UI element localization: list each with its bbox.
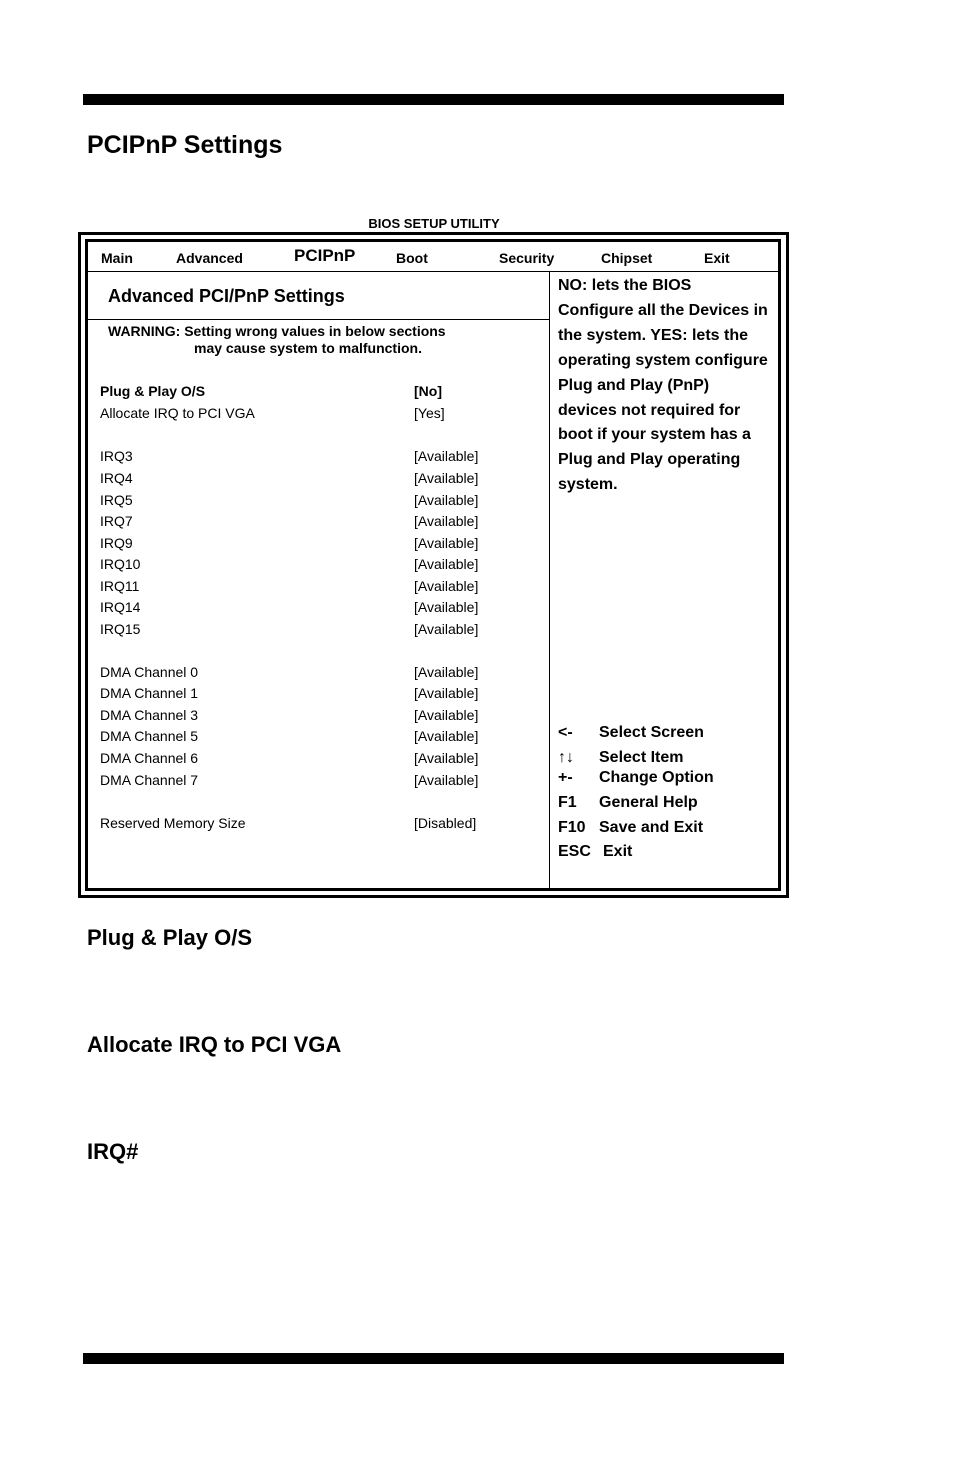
- bios-menu-bar: [88, 242, 778, 272]
- setting-value[interactable]: [Available]: [414, 728, 479, 744]
- setting-label: IRQ10: [100, 556, 141, 572]
- menu-exit[interactable]: Exit: [704, 250, 730, 266]
- setting-value[interactable]: [Available]: [414, 772, 479, 788]
- key-action: General Help: [599, 794, 698, 811]
- setting-value[interactable]: [Available]: [414, 448, 479, 464]
- key-label: ↑↓: [558, 749, 574, 766]
- key-action: Select Item: [599, 749, 684, 766]
- setting-dma-channel-0[interactable]: [100, 664, 540, 684]
- setting-label: DMA Channel 6: [100, 750, 199, 766]
- setting-irq3[interactable]: [100, 448, 540, 468]
- setting-value[interactable]: [Available]: [414, 492, 479, 508]
- setting-dma-channel-3[interactable]: [100, 707, 540, 727]
- setting-value[interactable]: [Available]: [414, 707, 479, 723]
- setting-value[interactable]: [Available]: [414, 470, 479, 486]
- key-action: Change Option: [599, 769, 714, 786]
- key-hint-change-option: [558, 769, 714, 787]
- setting-label: IRQ15: [100, 621, 141, 637]
- setting-label: DMA Channel 7: [100, 772, 199, 788]
- setting-value[interactable]: [Available]: [414, 750, 479, 766]
- section-heading-irq: IRQ#: [87, 1139, 139, 1164]
- menu-advanced[interactable]: Advanced: [176, 250, 243, 266]
- warning-text-line2: may cause system to malfunction.: [194, 340, 422, 356]
- setting-value[interactable]: [Available]: [414, 685, 479, 701]
- setting-irq10[interactable]: [100, 556, 540, 576]
- setting-label: DMA Channel 3: [100, 707, 199, 723]
- menu-pcipnp[interactable]: PCIPnP: [294, 246, 356, 265]
- setting-value[interactable]: [Available]: [414, 513, 479, 529]
- key-action: Exit: [603, 843, 633, 860]
- panel-title: Advanced PCI/PnP Settings: [108, 286, 345, 306]
- setting-value[interactable]: [Disabled]: [414, 815, 477, 831]
- setting-irq11[interactable]: [100, 578, 540, 598]
- setting-dma-channel-7[interactable]: [100, 772, 540, 792]
- setting-allocate-irq-vga[interactable]: [100, 405, 540, 425]
- setting-value[interactable]: [No]: [414, 383, 442, 399]
- setting-value[interactable]: [Available]: [414, 578, 479, 594]
- key-label: +-: [558, 769, 573, 786]
- menu-main[interactable]: Main: [101, 250, 133, 266]
- top-rule: [83, 94, 784, 105]
- setting-irq5[interactable]: [100, 492, 540, 512]
- setting-label: Plug & Play O/S: [100, 383, 206, 399]
- setting-label: DMA Channel 0: [100, 664, 199, 680]
- setting-plug-and-play-os[interactable]: [100, 383, 540, 403]
- section-heading-plug-and-play: Plug & Play O/S: [87, 925, 253, 950]
- setting-label: IRQ4: [100, 470, 133, 486]
- key-hint-select-item: [558, 749, 683, 767]
- key-label: <-: [558, 724, 573, 741]
- setting-reserved-memory-size[interactable]: [100, 815, 540, 835]
- key-hint-select-screen: [558, 724, 704, 742]
- setting-label: Allocate IRQ to PCI VGA: [100, 405, 255, 421]
- setting-value[interactable]: [Available]: [414, 621, 479, 637]
- key-action: Save and Exit: [599, 819, 704, 836]
- setting-irq15[interactable]: [100, 621, 540, 641]
- setting-label: DMA Channel 5: [100, 728, 199, 744]
- menu-boot[interactable]: Boot: [396, 250, 428, 266]
- key-label: ESC: [558, 843, 591, 860]
- setting-dma-channel-5[interactable]: [100, 728, 540, 748]
- setting-label: DMA Channel 1: [100, 685, 199, 701]
- setting-irq4[interactable]: [100, 470, 540, 490]
- menu-chipset[interactable]: Chipset: [601, 250, 653, 266]
- warning-text-line1: WARNING: Setting wrong values in below sections: [108, 323, 446, 339]
- setting-irq9[interactable]: [100, 535, 540, 555]
- setting-value[interactable]: [Yes]: [414, 405, 445, 421]
- setting-label: IRQ5: [100, 492, 133, 508]
- setting-label: IRQ9: [100, 535, 133, 551]
- menu-security[interactable]: Security: [499, 250, 555, 266]
- setting-label: Reserved Memory Size: [100, 815, 246, 831]
- setting-dma-channel-1[interactable]: [100, 685, 540, 705]
- help-text: NO: lets the BIOS Configure all the Devices in the system. YES: lets the operating system configure Plug and Play (PnP) devices not required for boot if your system has a Plug and Play operating system.: [558, 277, 768, 494]
- panel-divider: [549, 272, 550, 888]
- setting-label: IRQ14: [100, 599, 141, 615]
- page-title: PCIPnP Settings: [87, 131, 283, 159]
- setting-irq14[interactable]: [100, 599, 540, 619]
- setting-label: IRQ11: [100, 578, 140, 594]
- title-divider: [88, 319, 549, 320]
- setting-dma-channel-6[interactable]: [100, 750, 540, 770]
- setting-irq7[interactable]: [100, 513, 540, 533]
- section-heading-allocate-irq: Allocate IRQ to PCI VGA: [87, 1032, 342, 1057]
- key-action: Select Screen: [599, 724, 704, 741]
- setting-value[interactable]: [Available]: [414, 599, 479, 615]
- setting-value[interactable]: [Available]: [414, 535, 479, 551]
- key-hint-save-exit: [558, 819, 703, 837]
- setting-value[interactable]: [Available]: [414, 556, 479, 572]
- setting-label: IRQ7: [100, 513, 133, 529]
- key-hint-general-help: [558, 794, 698, 812]
- bios-utility-title: BIOS SETUP UTILITY: [368, 216, 500, 231]
- key-label: F1: [558, 794, 577, 811]
- setting-label: IRQ3: [100, 448, 133, 464]
- bottom-rule: [83, 1353, 784, 1364]
- key-hint-exit: [558, 843, 632, 861]
- setting-value[interactable]: [Available]: [414, 664, 479, 680]
- key-label: F10: [558, 819, 586, 836]
